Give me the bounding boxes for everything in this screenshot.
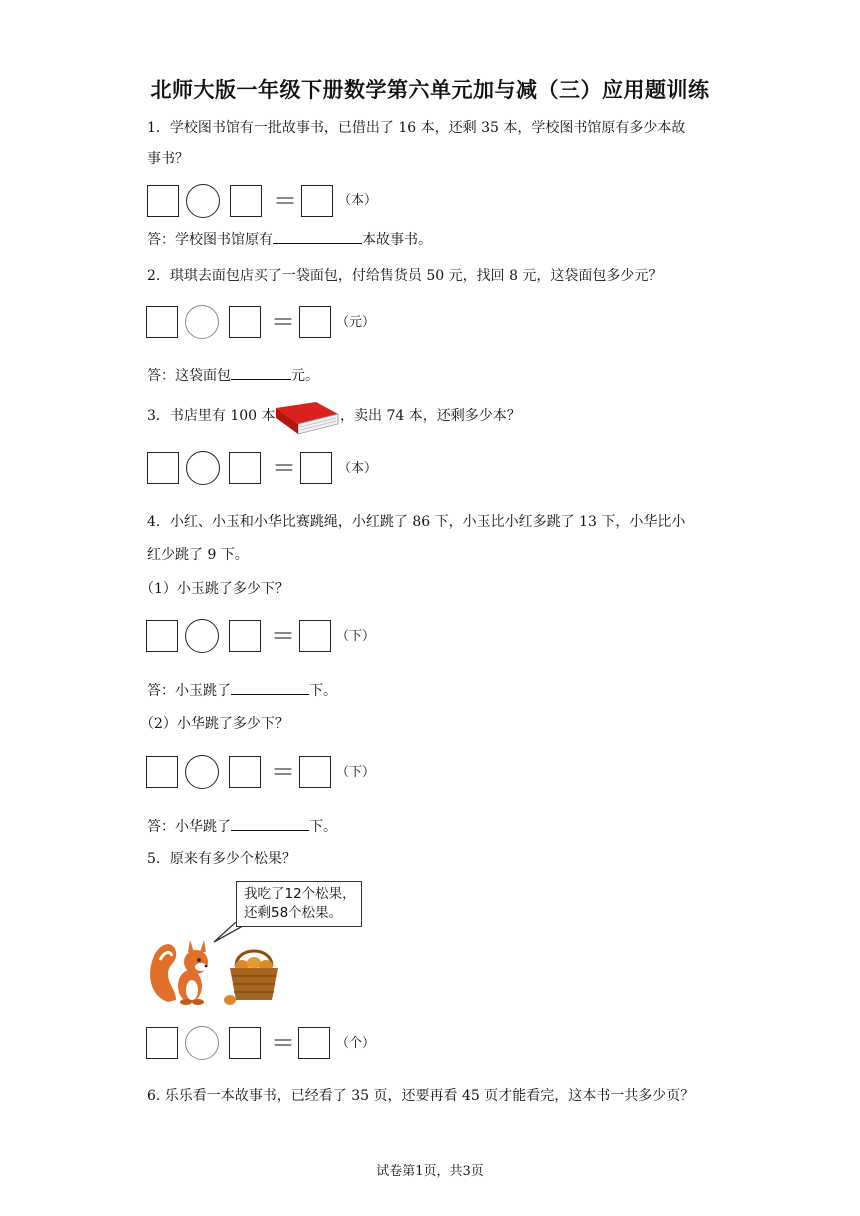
q1-operator-circle[interactable] [186, 184, 220, 218]
q4-text-line2: 红少跳了 9 下。 [147, 547, 249, 563]
q2-unit: （元） [336, 315, 376, 330]
q4-1-operator-circle[interactable] [185, 619, 219, 653]
q4-answer2 [147, 816, 337, 837]
q1-text-line1: 1．学校图书馆有一批故事书，已借出了 16 本，还剩 35 本，学校图书馆原有多少本故 [147, 120, 686, 136]
q3-box-2[interactable] [229, 452, 261, 484]
q2-result-box[interactable] [299, 306, 331, 338]
q2-box-1[interactable] [146, 306, 178, 338]
q3-text-after: ，卖出 74 本，还剩多少本？ [340, 408, 521, 424]
q4-answer1-prefix: 答：小玉跳了 [147, 683, 231, 699]
q1-answer-blank[interactable] [273, 229, 362, 244]
q3-operator-circle[interactable] [186, 451, 220, 485]
q4-1-box-1[interactable] [146, 620, 178, 652]
q3-unit: （本） [338, 461, 378, 476]
q4-answer2-blank[interactable] [231, 816, 309, 831]
q1-answer-suffix: 本故事书。 [362, 232, 432, 248]
q2-answer-suffix: 元。 [291, 368, 319, 384]
bubble-line-2: 还剩58个松果。 [244, 905, 343, 921]
q4-2-result-box[interactable] [299, 756, 331, 788]
q5-box-2[interactable] [229, 1027, 261, 1059]
pinecone-basket-icon [222, 944, 286, 1006]
q1-box-1[interactable] [147, 185, 179, 217]
q4-answer1 [147, 680, 337, 701]
q4-text-line1: 4．小红、小玉和小华比赛跳绳，小红跳了 86 下，小玉比小红多跳了 13 下，小华比小 [147, 514, 686, 530]
q4-2-box-2[interactable] [229, 756, 261, 788]
book-icon [272, 394, 340, 438]
bubble-line-1: 我吃了12个松果， [244, 886, 356, 902]
q4-1-result-box[interactable] [299, 620, 331, 652]
q4-answer1-blank[interactable] [231, 680, 309, 695]
q5-text: 5．原来有多少个松果？ [147, 851, 296, 867]
q4-2-box-1[interactable] [146, 756, 178, 788]
q4-2-operator-circle[interactable] [185, 755, 219, 789]
q1-answer [147, 229, 432, 250]
page-footer: 试卷第1页，共3页 [376, 1164, 484, 1179]
q4-answer1-suffix: 下。 [309, 683, 337, 699]
q1-equals-sign: ＝ [273, 187, 297, 215]
q4-1-box-2[interactable] [229, 620, 261, 652]
q2-answer-blank[interactable] [231, 365, 291, 380]
q4-answer2-prefix: 答：小华跳了 [147, 819, 231, 835]
q2-answer-prefix: 答：这袋面包 [147, 368, 231, 384]
page-title: 北师大版一年级下册数学第六单元加与减（三）应用题训练 [150, 78, 710, 102]
speech-bubble [236, 881, 362, 927]
q2-answer [147, 365, 319, 386]
q5-box-1[interactable] [146, 1027, 178, 1059]
q2-text: 2．琪琪去面包店买了一袋面包，付给售货员 50 元，找回 8 元，这袋面包多少元？ [147, 268, 663, 284]
q2-operator-circle[interactable] [185, 305, 219, 339]
q5-unit: （个） [336, 1036, 376, 1051]
q1-result-box[interactable] [301, 185, 333, 217]
squirrel-icon [146, 934, 216, 1006]
q3-box-1[interactable] [147, 452, 179, 484]
q5-equals-sign: ＝ [271, 1029, 295, 1057]
q4-sub2: （2）小华跳了多少下？ [140, 716, 289, 732]
q2-box-2[interactable] [229, 306, 261, 338]
q6-text: 6. 乐乐看一本故事书，已经看了 35 页，还要再看 45 页才能看完，这本书一共多少页？ [147, 1088, 695, 1104]
q5-operator-circle[interactable] [185, 1026, 219, 1060]
q5-result-box[interactable] [298, 1027, 330, 1059]
q1-text-line2: 事书？ [147, 151, 189, 167]
q4-2-unit: （下） [336, 765, 376, 780]
q1-answer-prefix: 答：学校图书馆原有 [147, 232, 273, 248]
q4-answer2-suffix: 下。 [309, 819, 337, 835]
q4-1-unit: （下） [336, 629, 376, 644]
q3-result-box[interactable] [300, 452, 332, 484]
q2-equals-sign: ＝ [271, 308, 295, 336]
q1-unit: （本） [338, 193, 378, 208]
q4-1-equals-sign: ＝ [271, 622, 295, 650]
q4-2-equals-sign: ＝ [271, 758, 295, 786]
q3-text-before: 3．书店里有 100 本 [147, 408, 276, 424]
q4-sub1: （1）小玉跳了多少下？ [140, 581, 289, 597]
q1-box-2[interactable] [230, 185, 262, 217]
q3-equals-sign: ＝ [272, 454, 296, 482]
